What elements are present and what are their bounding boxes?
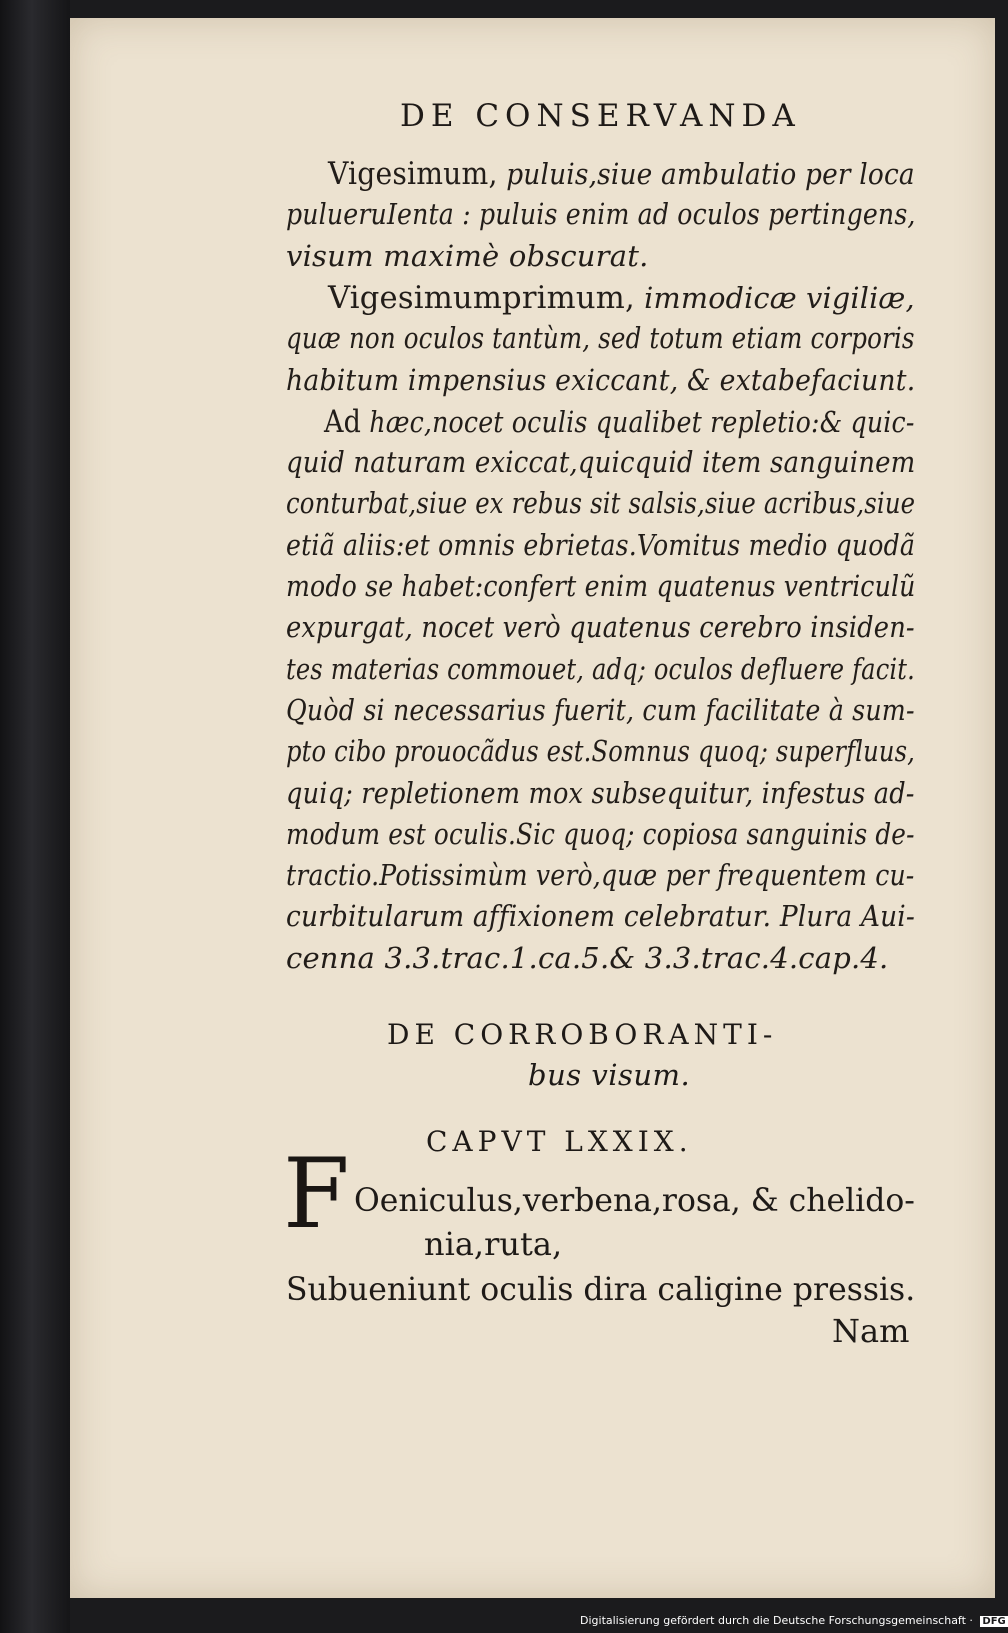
italic-text: habitum impensius exiccant, & extabefaciunt. [286,362,916,397]
text-line [286,858,914,892]
text-line [286,652,915,686]
text-line [328,156,915,192]
text-line [286,693,915,727]
text-line [286,445,915,479]
italic-text: visum maximè obscurat. [286,238,649,273]
text-line [286,569,916,603]
text-line [286,486,915,520]
text-line [328,280,915,316]
italic-text: quid naturam exiccat,quicquid item sanguinem [286,445,916,480]
italic-text: conturbat,siue ex rebus sit salsis,siue acribus,siue [286,486,916,521]
verse-line-3: Subueniunt oculis dira caligine pressis. [286,1270,916,1308]
text-line [286,321,915,355]
italic-text: modum est oculis.Sic quoq; copiosa sanguinis de- [286,816,915,851]
italic-text: expurgat, nocet verò quatenus cerebro insiden- [286,610,915,645]
text-line [286,610,915,644]
book-page [70,18,995,1598]
text-line [324,404,915,440]
credit-text: Digitalisierung gefördert durch die Deutsche Forschungsgemeinschaft · [580,1614,973,1627]
text-line [286,528,915,562]
text-line [286,817,915,851]
text-line [286,197,916,231]
verse-line-1: Oeniculus,verbena,rosa, & chelido- [354,1181,915,1219]
text-line [286,899,915,933]
italic-text: hæc,nocet oculis qualibet repletio:& quic- [369,404,915,439]
book-binding [0,0,70,1633]
italic-text: tes materias commouet, adq; oculos defluere facit. [286,651,915,686]
italic-text: immodicæ vigiliæ, [644,280,915,315]
text-line [286,941,888,975]
page-text [70,18,995,1598]
roman-text: Ad [324,403,362,440]
italic-text: pto cibo prouocãdus est.Somnus quoq; superfluus, [286,734,916,769]
running-head: DE CONSERVANDA [400,98,801,134]
italic-text: quiq; repletionem mox subsequitur, infestus ad- [286,775,915,810]
catchword: Nam [832,1312,910,1350]
section-heading-line2: bus visum. [528,1058,691,1092]
chapter-heading: CAPVT LXXIX. [426,1125,693,1158]
drop-cap: F [283,1138,350,1250]
roman-text: Vigesimumprimum, [328,279,635,316]
italic-text: pulueruIenta : puluis enim ad oculos pertingens, [286,197,916,232]
roman-text: Vigesimum, [328,156,498,192]
section-heading-line1: DE CORROBORANTI- [387,1018,778,1051]
verse-line-2: nia,ruta, [424,1225,563,1263]
italic-text: tractio.Potissimùm verò,quæ per frequentem cu- [286,858,915,893]
italic-text: curbitularum affixionem celebratur. Plura Aui- [286,899,915,934]
text-line [286,239,648,273]
text-line [286,734,915,768]
italic-text: Quòd si necessarius fuerit, cum facilitate à sum- [286,692,915,727]
text-line [286,776,915,810]
digitization-credit [580,1614,1008,1627]
italic-text: modo se habet:confert enim quatenus ventriculũ [286,569,916,603]
dfg-logo: DFG [982,1615,1006,1627]
italic-text: puluis,siue ambulatio per loca [506,157,915,191]
text-line [286,363,915,397]
italic-text: quæ non oculos tantùm, sed totum etiam corporis [286,321,915,356]
italic-text: etiã aliis:et omnis ebrietas.Vomitus medio quodã [286,527,916,562]
italic-text: cenna 3.3.trac.1.ca.5.& 3.3.trac.4.cap.4. [286,940,889,975]
